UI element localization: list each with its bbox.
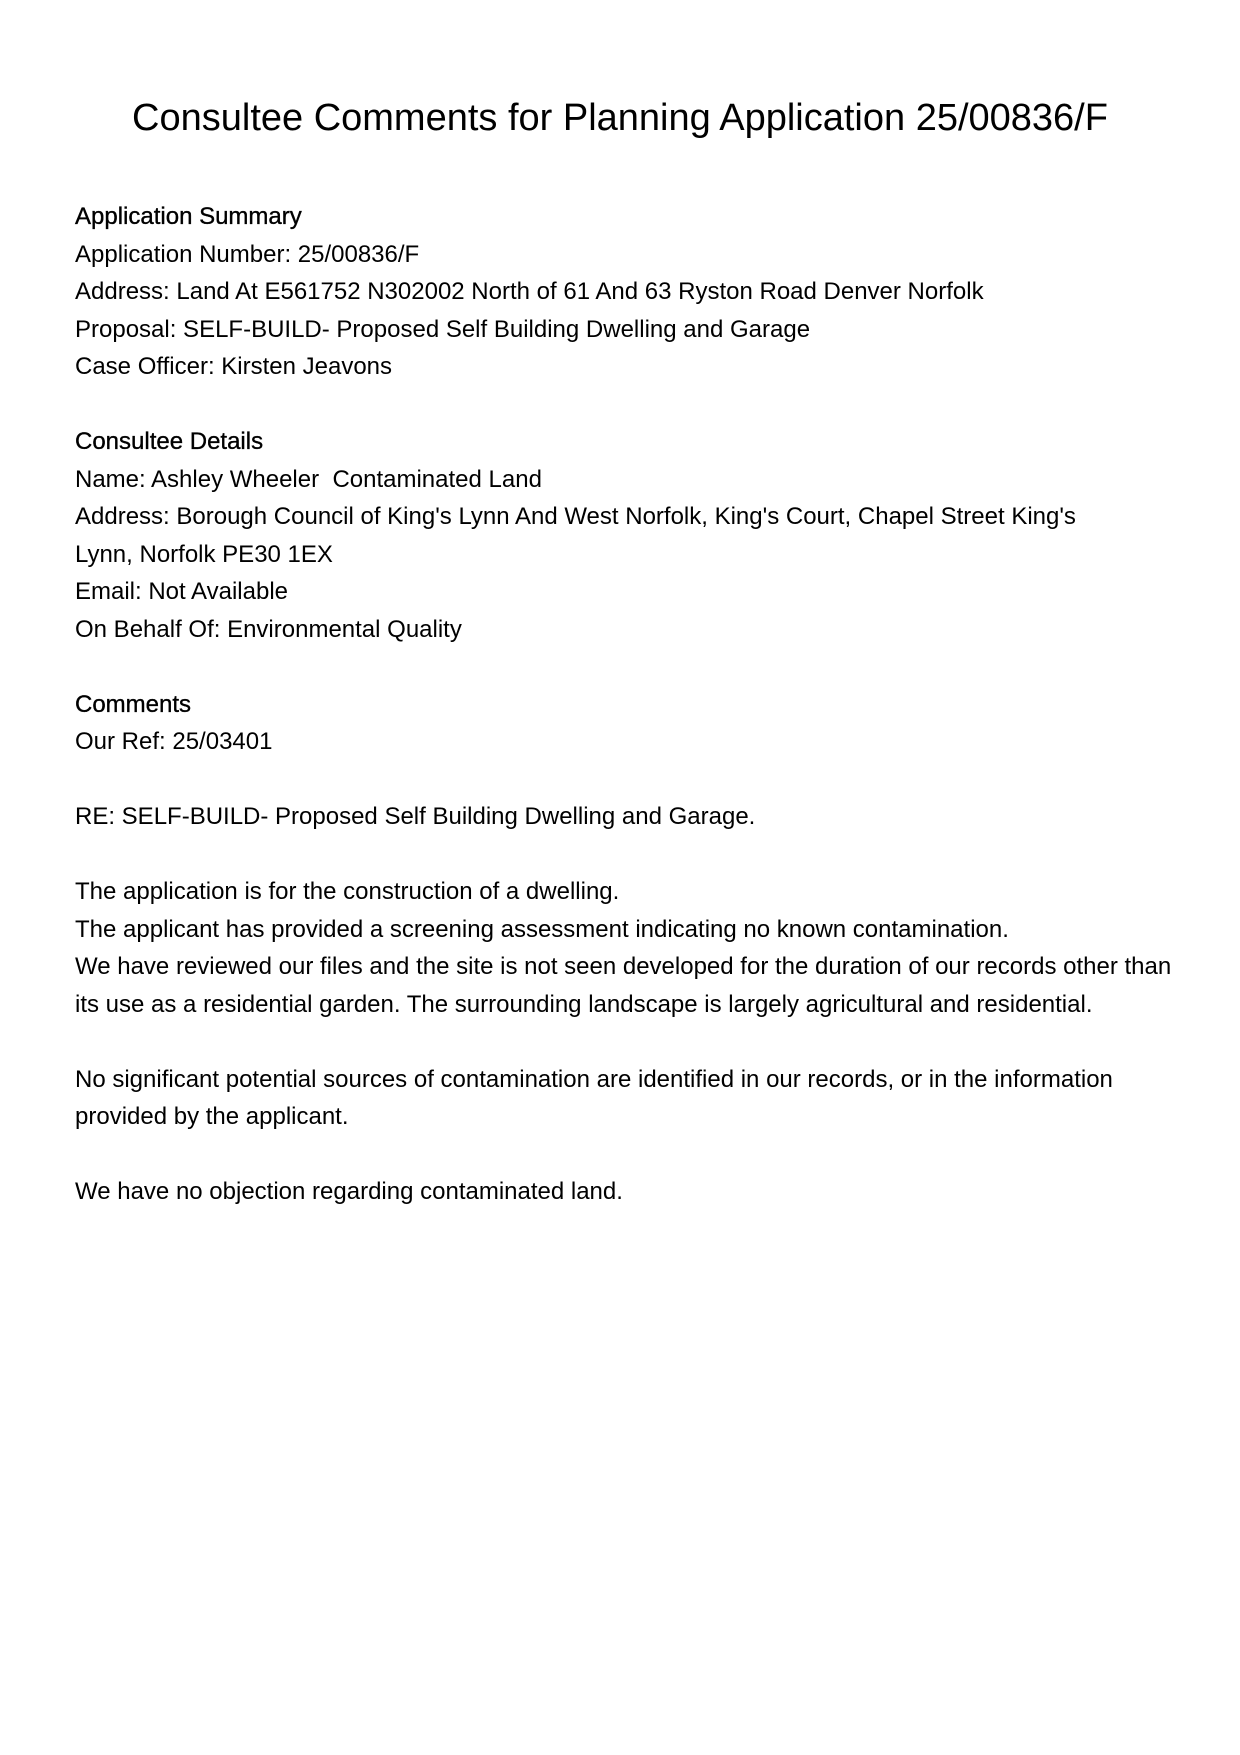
comment-paragraph-1-line-2: The applicant has provided a screening assessment indicating no known contamination.	[75, 915, 1009, 943]
re-line: RE: SELF-BUILD- Proposed Self Building Dwelling and Garage.	[75, 803, 756, 830]
our-reference: Our Ref: 25/03401	[75, 728, 273, 755]
spacer	[75, 1136, 1175, 1174]
comment-paragraph-1-line-3: We have reviewed our files and the site is not seen developed for the duration of our records other than its use as a residential garden. The surrounding landscape is largely agricultural and residential.	[75, 953, 1178, 1018]
case-officer: Case Officer: Kirsten Jeavons	[75, 353, 393, 380]
spacer	[75, 761, 1175, 799]
comment-paragraph-2: No significant potential sources of contamination are identified in our records, or in the information provided by the applicant.	[75, 1065, 1120, 1130]
comment-paragraph-3: We have no objection regarding contaminated land.	[75, 1178, 623, 1205]
comment-paragraph-1-line-1: The application is for the construction of a dwelling.	[75, 878, 620, 905]
spacer	[75, 1023, 1175, 1061]
comments-section	[75, 686, 1178, 1211]
application-address: Address: Land At E561752 N302002 North of 61 And 63 Ryston Road Denver Norfolk	[75, 278, 984, 305]
application-summary-section	[75, 198, 1175, 386]
comments-heading: Comments	[75, 690, 192, 718]
consultee-on-behalf-of: On Behalf Of: Environmental Quality	[75, 615, 462, 643]
consultee-details-heading: Consultee Details	[75, 428, 264, 455]
consultee-email: Email: Not Available	[75, 578, 288, 605]
document-body	[75, 198, 1178, 1211]
spacer	[75, 836, 1175, 874]
spacer	[75, 386, 1175, 424]
consultee-details-section	[75, 423, 1175, 648]
application-proposal: Proposal: SELF-BUILD- Proposed Self Building Dwelling and Garage	[75, 315, 811, 343]
page-title: Consultee Comments for Planning Application 25/00836/F	[132, 97, 1108, 139]
spacer	[75, 648, 1175, 686]
consultee-address: Address: Borough Council of King's Lynn And West Norfolk, King's Court, Chapel Street King's Lynn, Norfolk PE30 1EX	[75, 503, 1083, 568]
application-summary-heading: Application Summary	[75, 203, 302, 230]
consultee-name: Name: Ashley Wheeler Contaminated Land	[75, 465, 542, 493]
application-number: Application Number: 25/00836/F	[75, 240, 420, 268]
